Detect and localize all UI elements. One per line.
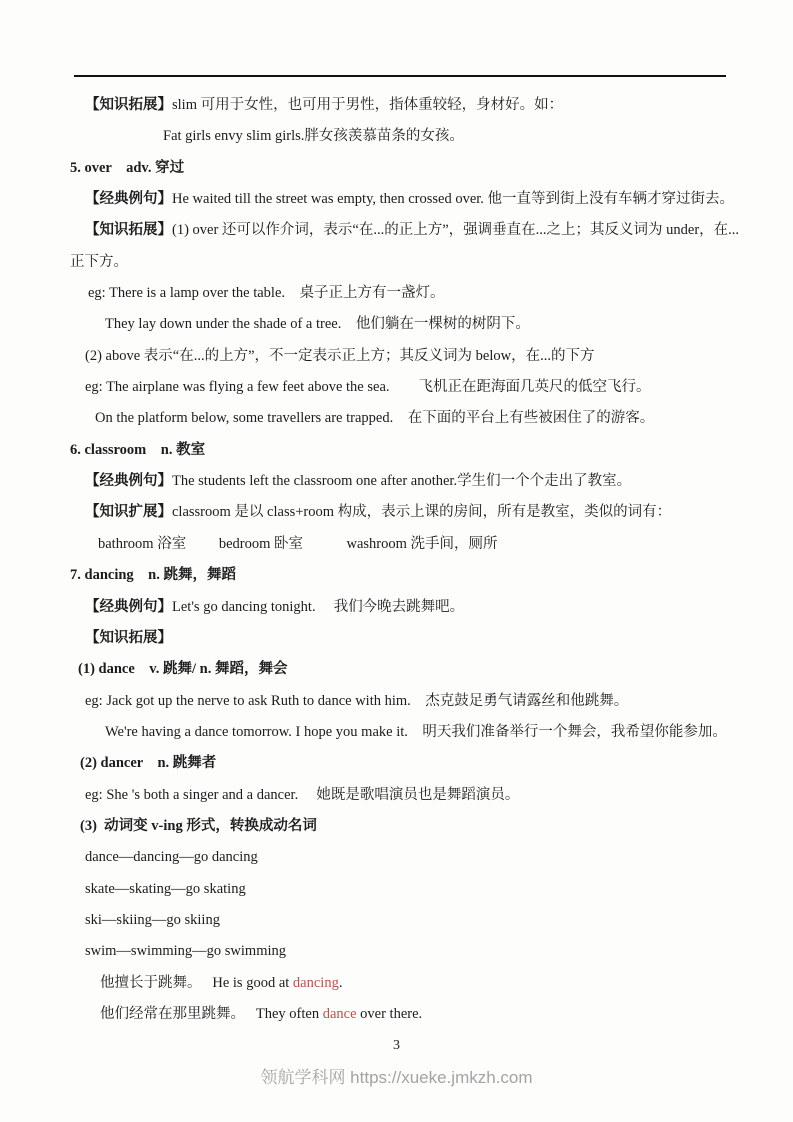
bold-label: 5. over adv. 穿过 bbox=[70, 159, 185, 176]
highlighted-word: dancing bbox=[292, 974, 339, 991]
doc-line-6 bbox=[0, 247, 793, 278]
text-run: eg: The airplane was flying a few feet above the sea. 飞机正在距海面几英尺的低空飞行。 bbox=[85, 379, 651, 396]
doc-line-3 bbox=[0, 153, 793, 184]
text-run: slim 可用于女性，也可用于男性，指体重较轻，身材好。如： bbox=[172, 97, 564, 113]
text-run: On the platform below, some travellers are trapped. 在下面的平台上有些被困住了的游客。 bbox=[95, 410, 655, 427]
doc-line-23 bbox=[0, 780, 793, 811]
text-run: dance—dancing—go dancing bbox=[85, 849, 258, 866]
doc-line-2 bbox=[0, 121, 793, 152]
text-run: eg: Jack got up the nerve to ask Ruth to dance with him. 杰克鼓足勇气请露丝和他跳舞。 bbox=[85, 692, 629, 709]
bold-label: 【经典例句】 bbox=[85, 473, 172, 490]
doc-line-13 bbox=[0, 466, 793, 497]
doc-line-27 bbox=[0, 905, 793, 936]
highlighted-word: dance bbox=[322, 1005, 357, 1022]
doc-line-16 bbox=[0, 560, 793, 591]
doc-line-17 bbox=[0, 592, 793, 623]
doc-line-21 bbox=[0, 717, 793, 748]
text-run: Fat girls envy slim girls.胖女孩羡慕苗条的女孩。 bbox=[163, 128, 464, 145]
text-run: Let's go dancing tonight. 我们今晚去跳舞吧。 bbox=[172, 598, 465, 615]
doc-line-10 bbox=[0, 372, 793, 403]
doc-line-18 bbox=[0, 623, 793, 654]
doc-line-19 bbox=[0, 654, 793, 685]
text-run: bathroom 浴室 bedroom 卧室 washroom 洗手间，厕所 bbox=[98, 535, 498, 552]
doc-line-20 bbox=[0, 686, 793, 717]
text-run: 他们经常在那里跳舞。 They often bbox=[100, 1005, 323, 1022]
page-number: 3 bbox=[393, 1038, 400, 1053]
text-run: eg: She 's both a singer and a dancer. 她既是歌唱演员也是舞蹈演员。 bbox=[85, 786, 520, 803]
doc-line-24 bbox=[0, 811, 793, 842]
text-run: ski—skiing—go skiing bbox=[85, 911, 220, 928]
doc-line-7 bbox=[0, 278, 793, 309]
doc-line-4 bbox=[0, 184, 793, 215]
bold-label: 【知识扩展】 bbox=[85, 504, 172, 521]
bold-label: 7. dancing n. 跳舞，舞蹈 bbox=[70, 567, 236, 584]
bold-label: 【知识拓展】 bbox=[85, 97, 172, 113]
header-rule-line bbox=[74, 75, 726, 77]
text-run: 正下方。 bbox=[70, 253, 128, 270]
doc-line-25 bbox=[0, 842, 793, 873]
doc-line-22 bbox=[0, 748, 793, 779]
bold-label: 【经典例句】 bbox=[85, 191, 172, 208]
bold-label: 6. classroom n. 教室 bbox=[70, 441, 206, 458]
text-run: skate—skating—go skating bbox=[85, 880, 246, 897]
doc-line-26 bbox=[0, 874, 793, 905]
bold-label: 【知识拓展】 bbox=[85, 222, 172, 239]
doc-line-15 bbox=[0, 529, 793, 560]
doc-line-29 bbox=[0, 968, 793, 999]
doc-line-14 bbox=[0, 497, 793, 528]
doc-line-11 bbox=[0, 403, 793, 434]
bold-label: 【知识拓展】 bbox=[85, 629, 172, 646]
doc-line-12 bbox=[0, 435, 793, 466]
text-run: (1) over 还可以作介词，表示“在...的正上方”，强调垂直在...之上；其反义词为 under，在... bbox=[172, 222, 740, 239]
watermark-text: 领航学科网 https://xueke.jmkzh.com bbox=[260, 1068, 533, 1087]
text-run: He waited till the street was empty, then crossed over. 他一直等到街上没有车辆才穿过街去。 bbox=[172, 191, 735, 208]
doc-line-28 bbox=[0, 936, 793, 967]
doc-line-8 bbox=[0, 309, 793, 340]
text-run: eg: There is a lamp over the table. 桌子正上方有一盏灯。 bbox=[88, 285, 445, 302]
text-run: . bbox=[338, 974, 343, 991]
doc-line-1 bbox=[0, 90, 793, 121]
doc-line-9 bbox=[0, 341, 793, 372]
document-body bbox=[0, 90, 793, 1030]
doc-line-30 bbox=[0, 999, 793, 1030]
text-run: 他擅长于跳舞。 He is good at bbox=[100, 974, 293, 991]
text-run: swim—swimming—go swimming bbox=[85, 943, 287, 960]
bold-label: (3) 动词变 v-ing 形式，转换成动名词 bbox=[80, 817, 317, 834]
bold-label: (1) dance v. 跳舞/ n. 舞蹈，舞会 bbox=[78, 661, 288, 678]
bold-label: (2) dancer n. 跳舞者 bbox=[80, 755, 217, 772]
bold-label: 【经典例句】 bbox=[85, 598, 172, 615]
text-run: We're having a dance tomorrow. I hope you make it. 明天我们准备举行一个舞会，我希望你能参加。 bbox=[105, 723, 727, 740]
text-run: over there. bbox=[356, 1005, 423, 1022]
text-run: The students left the classroom one after another.学生们一个个走出了教室。 bbox=[172, 473, 632, 490]
doc-line-5 bbox=[0, 215, 793, 246]
text-run: (2) above 表示“在...的上方”，不一定表示正上方；其反义词为 below，在...的下方 bbox=[85, 347, 595, 364]
text-run: They lay down under the shade of a tree. 他们躺在一棵树的树阴下。 bbox=[105, 316, 530, 333]
text-run: classroom 是以 class+room 构成，表示上课的房间，所有是教室，类似的词有： bbox=[172, 504, 672, 521]
